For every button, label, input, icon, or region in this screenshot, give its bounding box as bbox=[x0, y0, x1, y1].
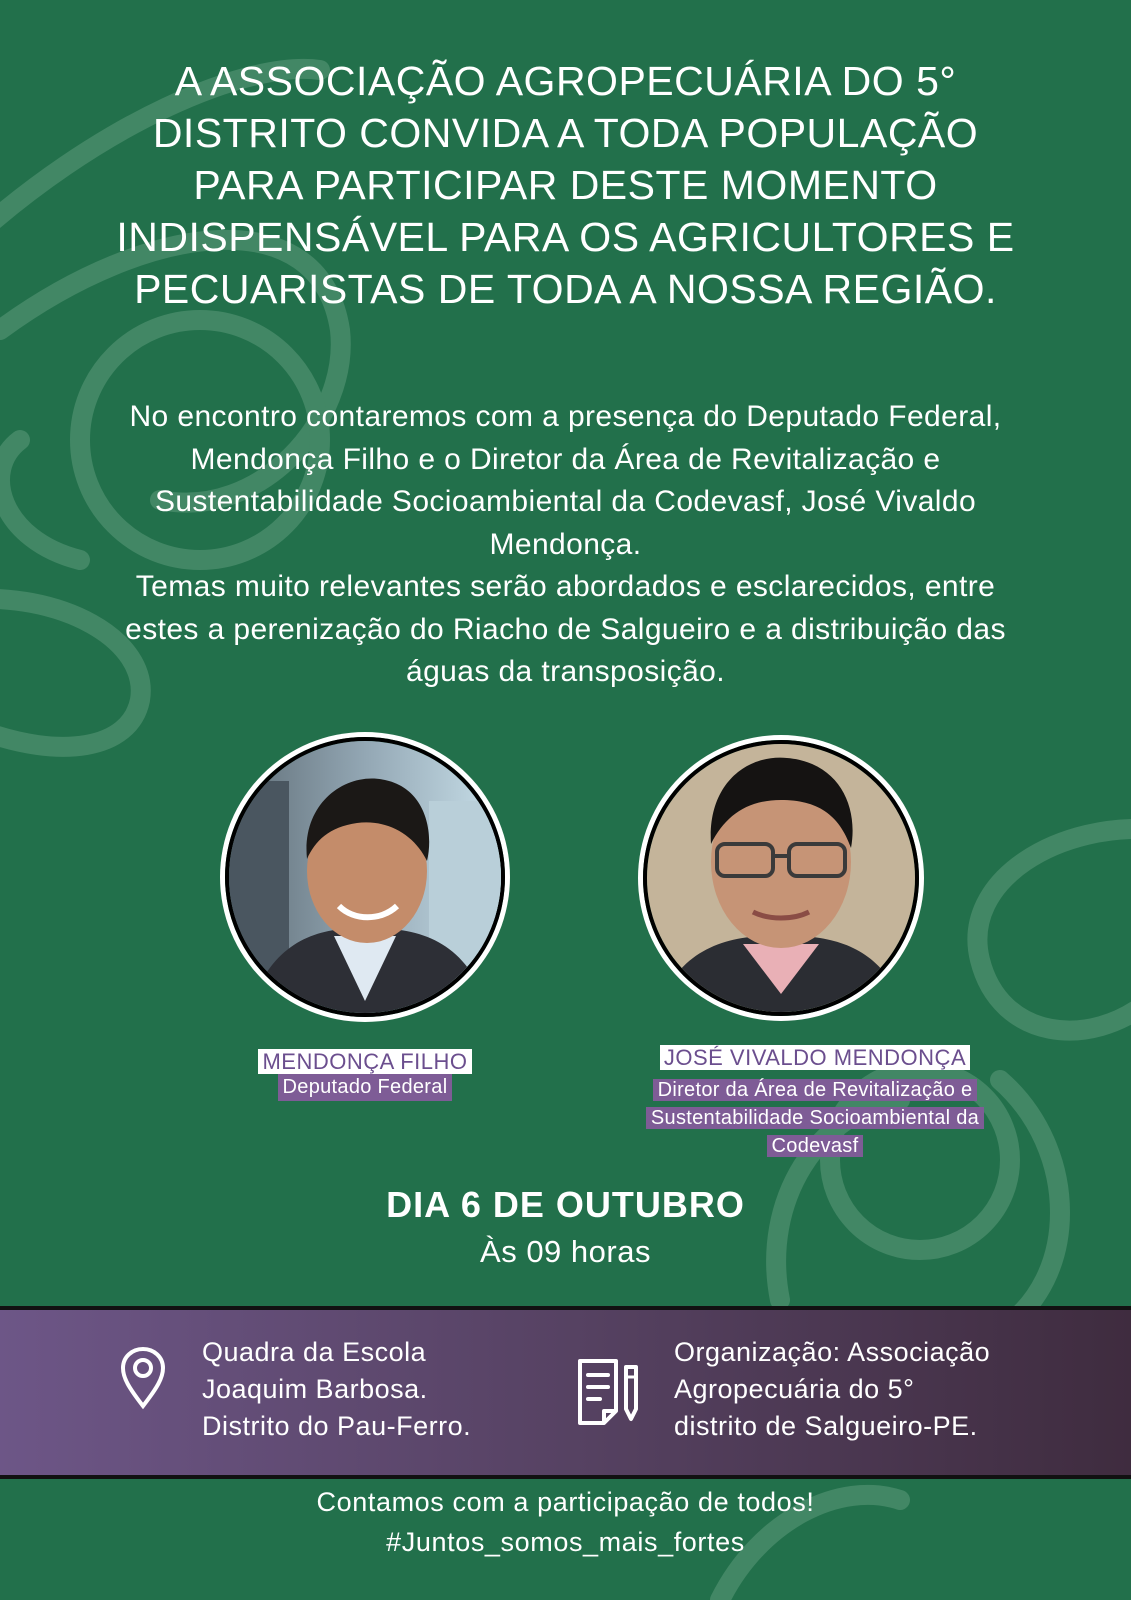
footer bbox=[200, 1482, 931, 1562]
document-pen-icon bbox=[574, 1355, 642, 1427]
event-time: Às 09 horas bbox=[480, 1234, 651, 1269]
speaker-2-photo bbox=[643, 740, 919, 1016]
location-line: Quadra da Escola bbox=[202, 1337, 427, 1367]
organizer-line: Organização: Associação bbox=[674, 1337, 991, 1367]
location-line: Distrito do Pau-Ferro. bbox=[202, 1411, 472, 1441]
speaker-1-name: MENDONÇA FILHO bbox=[258, 1049, 471, 1074]
event-date: DIA 6 DE OUTUBRO bbox=[386, 1184, 745, 1225]
headline: A ASSOCIAÇÃO AGROPECUÁRIA DO 5° DISTRITO CONVIDA A TODA POPULAÇÃO PARA PARTICIPAR DESTE MOMENTO INDISPENSÁVEL PARA OS AGRICULTORES E PECUARISTAS DE TODA A NOSSA REGIÃO. bbox=[116, 58, 1015, 312]
speaker-1-photo bbox=[225, 737, 505, 1017]
intro-paragraph-1: No encontro contaremos com a presença do Deputado Federal, Mendonça Filho e o Diretor da Área de Revitalização e Sustentabilidade Socioambiental da Codevasf, José Vivaldo Mendonça. bbox=[129, 400, 1002, 561]
footer-message: Contamos com a participação de todos! bbox=[316, 1487, 815, 1517]
organizer-line: distrito de Salgueiro-PE. bbox=[674, 1411, 978, 1441]
speaker-2-role: Diretor da Área de Revitalização e Sustentabilidade Socioambiental da Codevasf bbox=[646, 1079, 984, 1157]
speaker-2-caption bbox=[620, 1045, 1010, 1160]
organizer-text bbox=[674, 1334, 1054, 1445]
footer-hashtag: #Juntos_somos_mais_fortes bbox=[386, 1527, 745, 1557]
intro-paragraph-2: Temas muito relevantes serão abordados e esclarecidos, entre estes a perenização do Riacho de Salgueiro e a distribuição das águas da transposição. bbox=[125, 570, 1006, 688]
speaker-1-caption bbox=[246, 1049, 484, 1101]
location-pin-icon bbox=[119, 1346, 167, 1410]
speaker-1-role: Deputado Federal bbox=[278, 1074, 453, 1101]
organizer-line: Agropecuária do 5° bbox=[674, 1374, 915, 1404]
intro-text bbox=[100, 396, 1031, 694]
location-line: Joaquim Barbosa. bbox=[202, 1374, 428, 1404]
speaker-2-name: JOSÉ VIVALDO MENDONÇA bbox=[660, 1045, 970, 1070]
location-text bbox=[202, 1334, 532, 1445]
